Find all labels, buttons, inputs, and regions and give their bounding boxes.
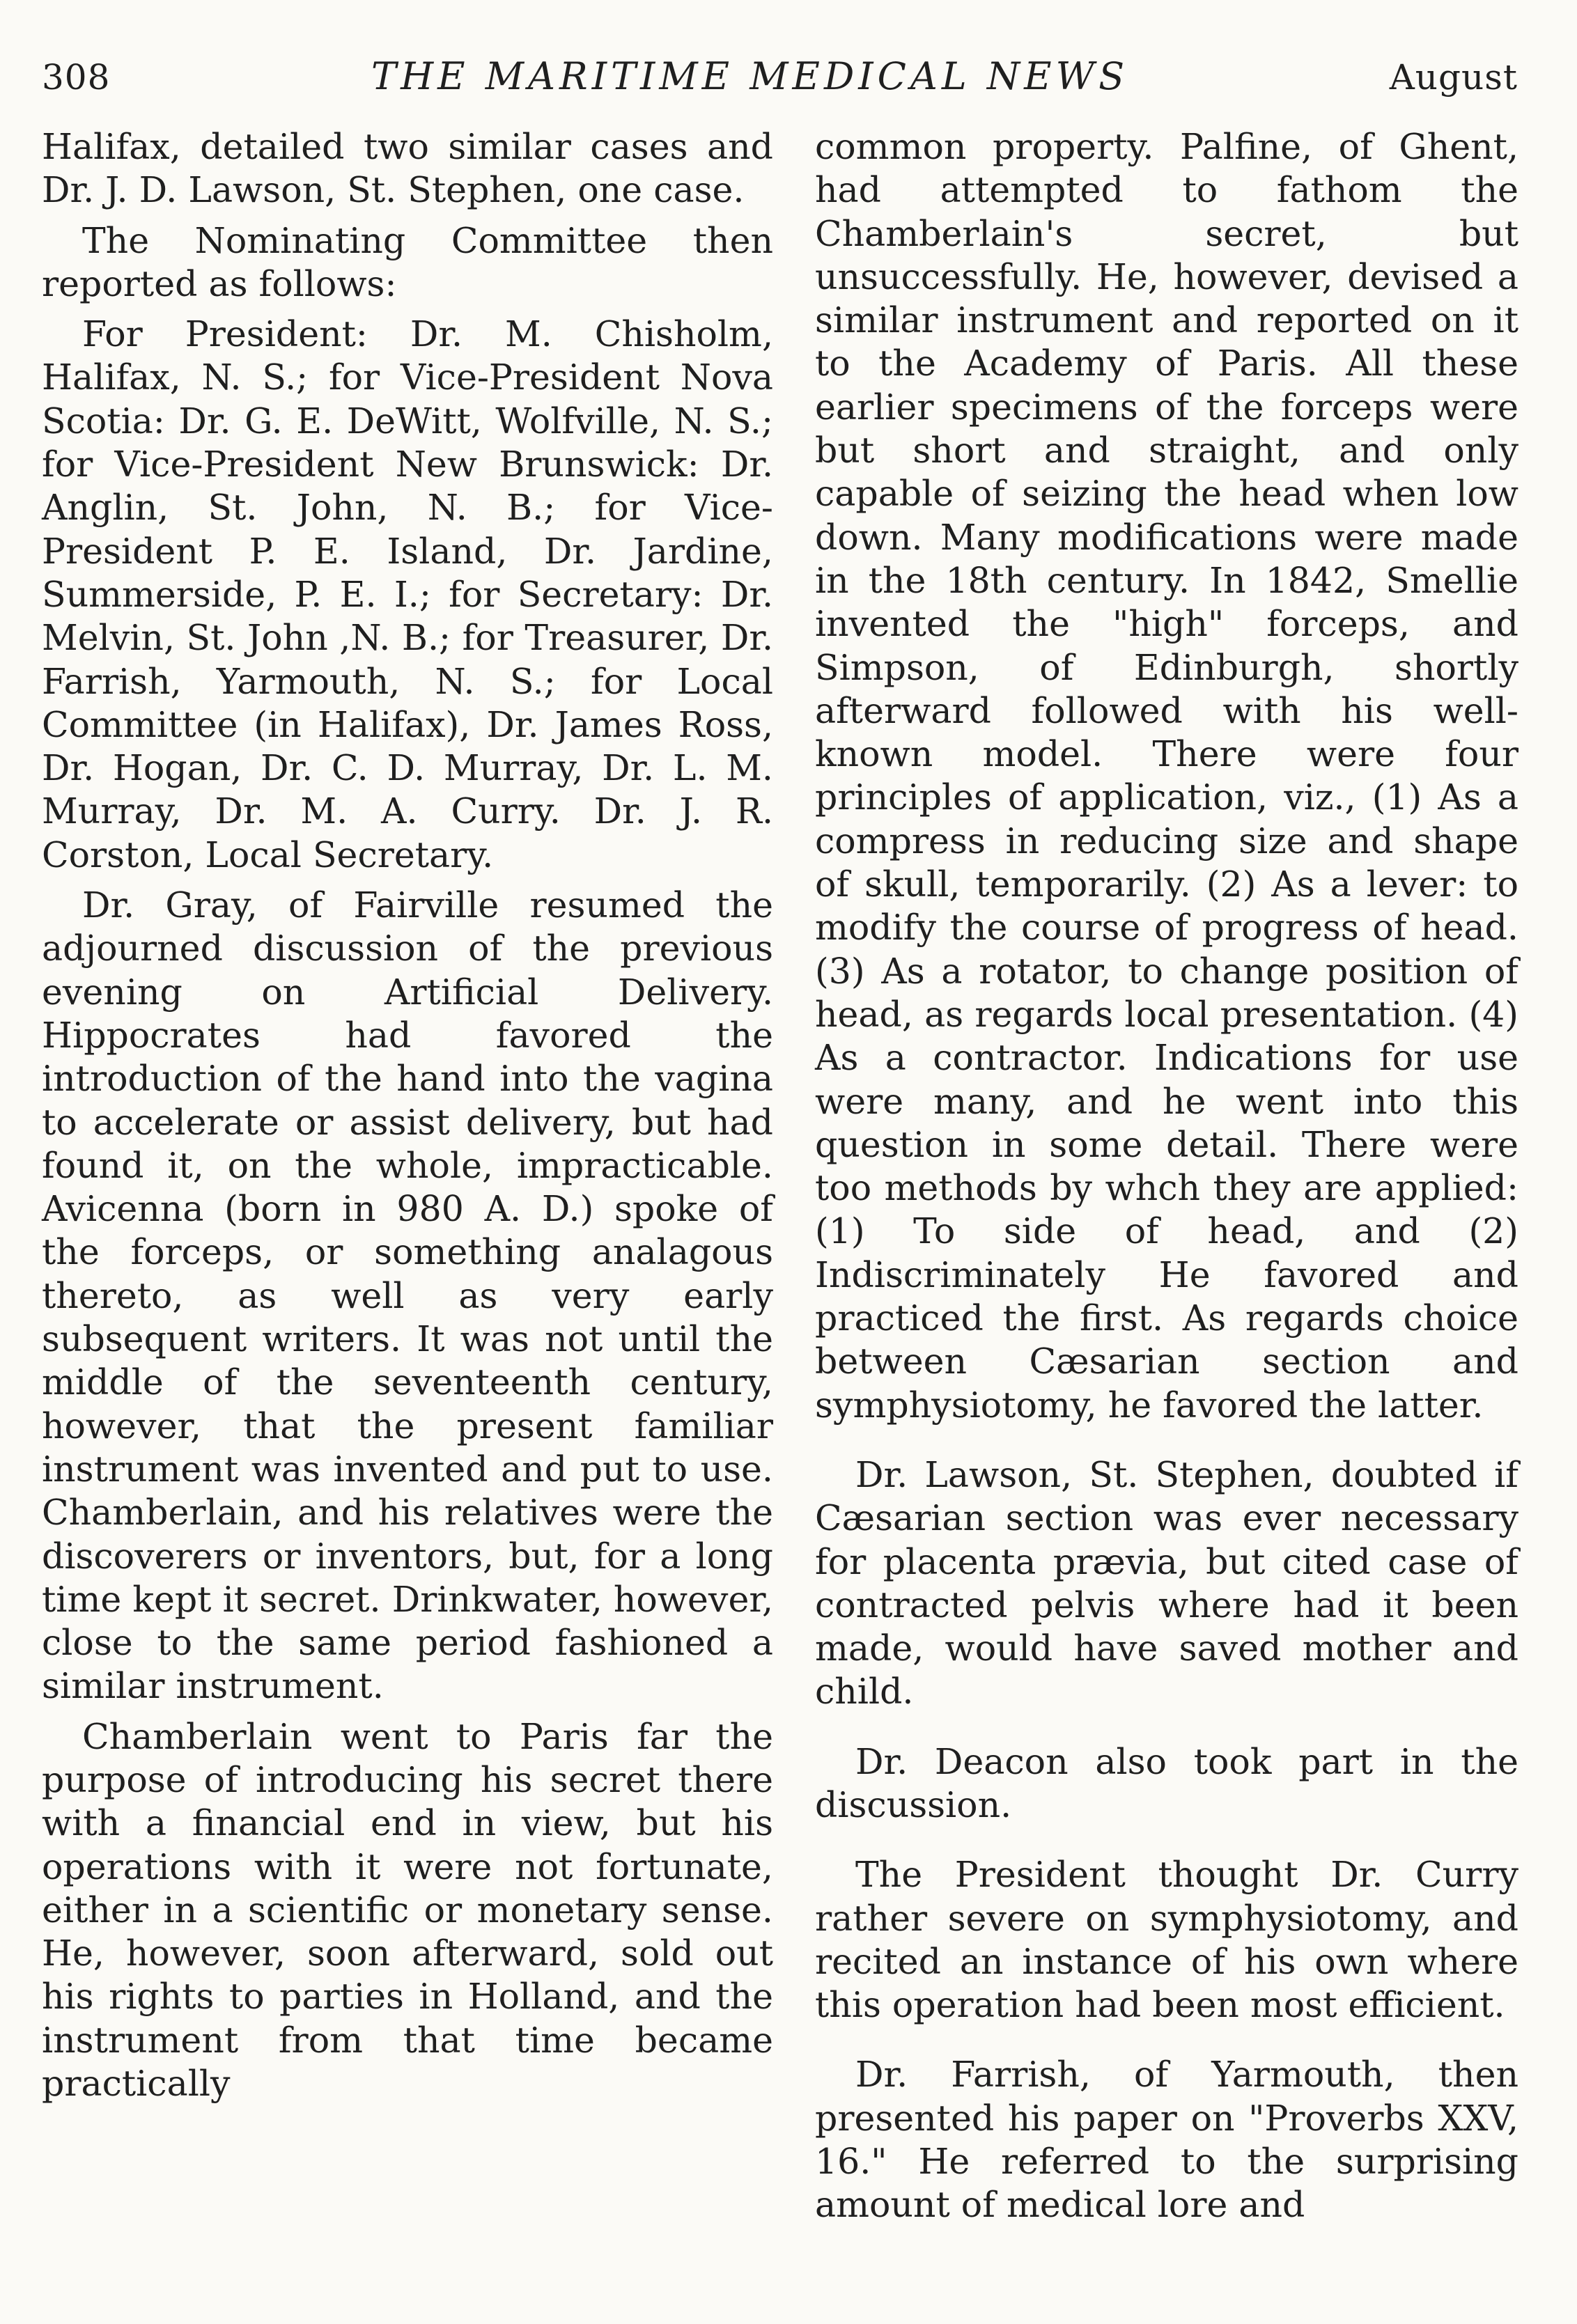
paragraph: Dr. Deacon also took part in the discussion. bbox=[815, 1740, 1518, 1825]
paragraph: Halifax, detailed two similar cases and Dr. J. D. Lawson, St. Stephen, one case. bbox=[42, 126, 773, 211]
paragraph: Dr. Gray, of Fairville resumed the adjourned discussion of the previous evening on Artificial Delivery. Hippocrates had favored the introduction of the hand into the vagina to accelerate or assist delivery, but had found it, on the whole, impracticable. Avicenna (born in 980 A. D.) spoke of the forceps, or something analagous thereto, as well as very early subsequent writers. It was not until the middle of the seventeenth century, however, that the present familiar instrument was invented and put to use. Chamberlain, and his relatives were the discoverers or inventors, but, for a long time kept it secret. Drinkwater, however, close to the same period fashioned a similar instrument. bbox=[42, 884, 773, 1707]
paragraph: Dr. Lawson, St. Stephen, doubted if Cæsarian section was ever necessary for placenta prævia, but cited case of contracted pelvis where had it been made, would have saved mother and child. bbox=[815, 1453, 1518, 1713]
paragraph: Dr. Farrish, of Yarmouth, then presented his paper on "Proverbs XXV, 16." He referred to the surprising amount of medical lore and bbox=[815, 2054, 1518, 2226]
paragraph: The Nominating Committee then reported as follows: bbox=[42, 219, 773, 304]
journal-title: THE MARITIME MEDICAL NEWS bbox=[371, 54, 1129, 98]
page-number: 308 bbox=[42, 57, 111, 98]
left-column bbox=[42, 125, 773, 2105]
issue-month: August bbox=[1389, 57, 1518, 98]
paragraph: Chamberlain went to Paris far the purpose of introducing his secret there with a financial end in view, but his operations with it were not fortunate, either in a scientific or monetary sense. He, however, soon afterward, sold out his rights to parties in Holland, and the instrument from that time became practically bbox=[42, 1715, 773, 2105]
paragraph: common property. Palfine, of Ghent, had attempted to fathom the Chamberlain's secret, but unsuccessfully. He, however, devised a similar instrument and reported on it to the Academy of Paris. All these earlier specimens of the forceps were but short and straight, and only capable of seizing the head when low down. Many modifications were made in the 18th century. In 1842, Smellie invented the "high" forceps, and Simpson, of Edinburgh, shortly afterward followed with his well-known model. There were four principles of application, viz., (1) As a compress in reducing size and shape of skull, temporarily. (2) As a lever: to modify the course of progress of head. (3) As a rotator, to change position of head, as regards local presentation. (4) As a contractor. Indications for use were many, and he went into this question in some detail. There were too methods by whch they are applied: (1) To side of head, and (2) Indiscriminately He favored and practiced the first. As regards choice between Cæsarian section and symphysiotomy, he favored the latter. bbox=[815, 126, 1518, 1426]
running-header bbox=[42, 54, 1518, 110]
right-column bbox=[815, 125, 1518, 2227]
paragraph: The President thought Dr. Curry rather severe on symphysiotomy, and recited an instance of his own where this operation had been most efficient. bbox=[815, 1854, 1518, 2026]
paragraph: For President: Dr. M. Chisholm, Halifax, N. S.; for Vice-President Nova Scotia: Dr. G. E. DeWitt, Wolfville, N. S.; for Vice-President New Brunswick: Dr. Anglin, St. John, N. B.; for Vice-President P. E. Island, Dr. Jardine, Summerside, P. E. I.; for Secretary: Dr. Melvin, St. John ,N. B.; for Treasurer, Dr. Farrish, Yarmouth, N. S.; for Local Committee (in Halifax), Dr. James Ross, Dr. Hogan, Dr. C. D. Murray, Dr. L. M. Murray, Dr. M. A. Curry. Dr. J. R. Corston, Local Secretary. bbox=[42, 313, 773, 875]
